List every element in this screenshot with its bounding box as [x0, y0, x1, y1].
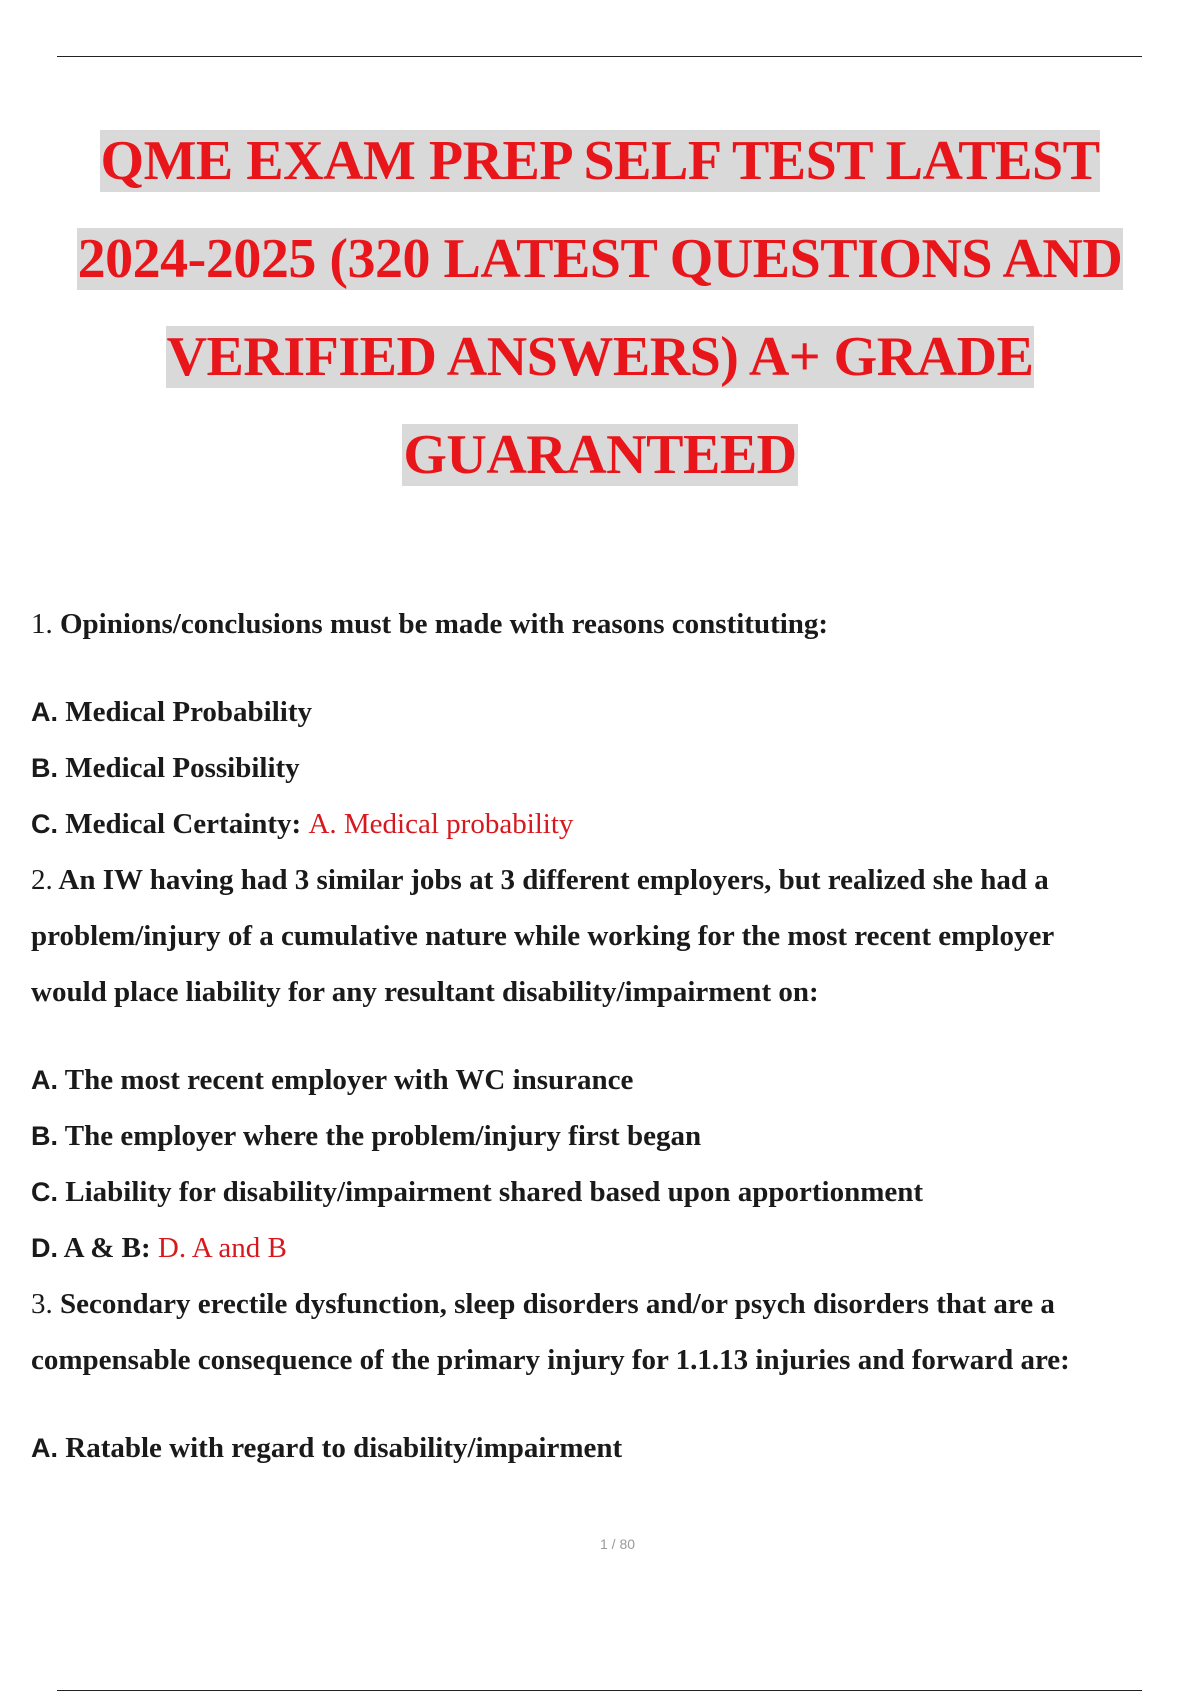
option-letter: A. — [31, 1065, 58, 1095]
option-text: Liability for disability/impairment shared based upon apportionment — [65, 1176, 924, 1208]
question-text-line: would place liability for any resultant disability/impairment on: — [31, 976, 819, 1008]
option-text: A & B: — [63, 1232, 151, 1264]
question-text-line: compensable consequence of the primary injury for 1.1.13 injuries and forward are: — [31, 1344, 1070, 1376]
title-line-2: 2024-2025 (320 LATEST QUESTIONS AND — [77, 228, 1123, 290]
page-indicator: 1 / 80 — [599, 1536, 636, 1552]
question-number: 1. — [31, 608, 53, 640]
top-rule — [57, 56, 1142, 57]
option-letter: B. — [31, 1121, 58, 1151]
option-letter: A. — [31, 697, 58, 727]
question-text-line: 2. An IW having had 3 similar jobs at 3 different employers, but realized she had a — [31, 864, 1049, 896]
question-1-option-b — [31, 740, 1186, 796]
question-text-line: problem/injury of a cumulative nature while working for the most recent employer — [31, 920, 1055, 952]
question-2-option-c — [31, 1164, 1186, 1220]
question-3-option-a — [31, 1420, 1186, 1476]
question-1-option-a — [31, 684, 1186, 740]
question-list — [31, 596, 1186, 1476]
question-2-option-b — [31, 1108, 1186, 1164]
question-1-option-c — [31, 796, 1186, 852]
document-title — [40, 112, 1160, 504]
bottom-rule — [57, 1690, 1142, 1691]
answer-text: D. A and B — [157, 1232, 287, 1264]
question-text: Opinions/conclusions must be made with reasons constituting: — [60, 608, 829, 640]
option-text: The most recent employer with WC insurance — [64, 1064, 634, 1096]
question-2-option-d — [31, 1220, 1186, 1276]
option-text: Medical Certainty: — [65, 808, 302, 840]
option-letter: B. — [31, 753, 58, 783]
title-line-1: QME EXAM PREP SELF TEST LATEST — [100, 130, 1100, 192]
option-letter: D. — [31, 1233, 58, 1263]
option-text: Ratable with regard to disability/impairment — [65, 1432, 623, 1464]
option-letter: C. — [31, 809, 58, 839]
question-number: 3. — [31, 1288, 53, 1320]
question-number: 2. — [31, 864, 53, 896]
option-text: Medical Probability — [65, 696, 313, 728]
question-text-line: 3. Secondary erectile dysfunction, sleep disorders and/or psych disorders that are a — [31, 1288, 1055, 1320]
title-line-3: VERIFIED ANSWERS) A+ GRADE — [166, 326, 1034, 388]
option-letter: A. — [31, 1433, 58, 1463]
option-text: Medical Possibility — [65, 752, 300, 784]
question-3 — [31, 1276, 1186, 1388]
answer-text: A. Medical probability — [308, 808, 574, 840]
question-1 — [31, 596, 1186, 652]
option-letter: C. — [31, 1177, 58, 1207]
option-text: The employer where the problem/injury first began — [64, 1120, 702, 1152]
question-2-option-a — [31, 1052, 1186, 1108]
question-2 — [31, 852, 1186, 1020]
title-line-4: GUARANTEED — [403, 424, 797, 486]
